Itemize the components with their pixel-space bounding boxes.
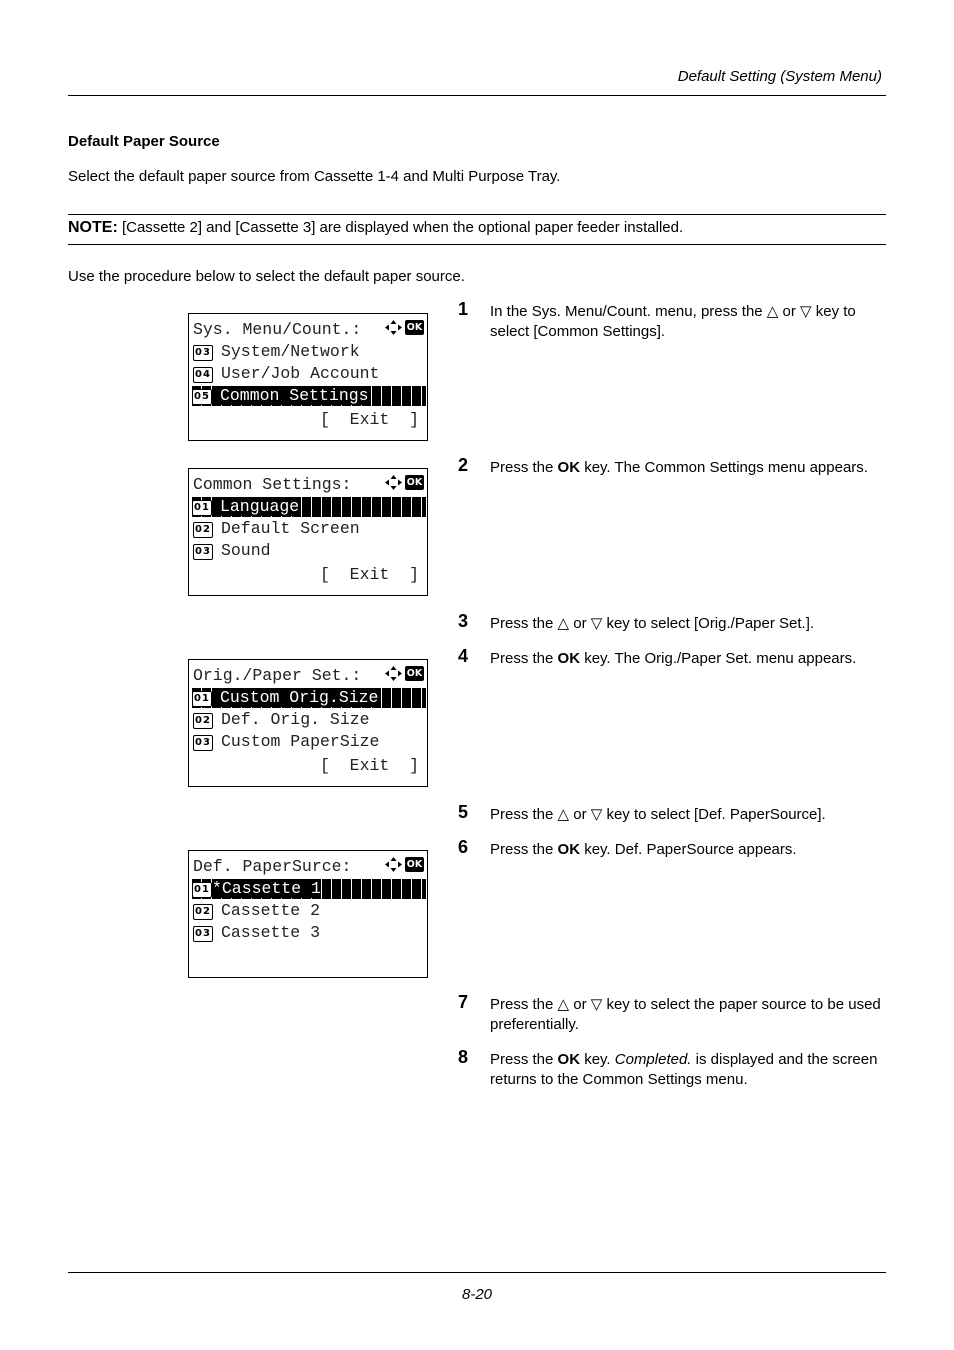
row-number: 03 xyxy=(193,735,213,751)
row-label: *Cassette 1 xyxy=(212,879,321,898)
step-text: Press the △ or ▽ key to select [Orig./Paper Set.]. xyxy=(490,615,815,632)
note-text: [Cassette 2] and [Cassette 3] are displayed when the optional paper feeder installed. xyxy=(117,219,684,236)
step-text: Press the OK key. Completed. is displayed and the screen returns to the Common Settings menu. xyxy=(490,1051,878,1088)
lcd-exit-label: [ Exit ] xyxy=(319,565,419,584)
lcd-menu-row-selected xyxy=(192,879,426,899)
step-number: 2 xyxy=(458,455,469,475)
ok-key-icon: OK xyxy=(406,668,423,679)
step-number: 1 xyxy=(458,299,469,319)
note xyxy=(68,219,683,237)
row-label: User/Job Account xyxy=(221,364,380,383)
row-label: System/Network xyxy=(221,342,360,361)
row-label: Language xyxy=(220,497,300,516)
lcd-exit-label: [ Exit ] xyxy=(319,410,419,429)
row-label: Cassette 3 xyxy=(221,923,321,942)
row-number: 02 xyxy=(193,713,213,729)
step-number: 8 xyxy=(458,1047,469,1067)
row-label: Sound xyxy=(221,541,271,560)
lcd-menu-row xyxy=(193,342,427,362)
step-number: 4 xyxy=(458,646,469,666)
step-text: In the Sys. Menu/Count. menu, press the △ or ▽ key to select [Common Settings]. xyxy=(490,303,856,340)
lcd-menu-row xyxy=(193,364,427,384)
lcd-menu-row xyxy=(193,732,427,752)
row-number: 03 xyxy=(193,926,213,942)
row-number: 05 xyxy=(192,389,212,405)
note-top-rule xyxy=(68,214,886,215)
step-text: Press the OK key. Def. PaperSource appears. xyxy=(490,841,797,858)
step-number: 7 xyxy=(458,992,469,1012)
row-label: Custom PaperSize xyxy=(221,732,380,751)
row-label: Custom Orig.Size xyxy=(220,688,379,707)
lcd-key-icons xyxy=(385,857,424,872)
row-number: 02 xyxy=(193,904,213,920)
four-way-arrow-icon xyxy=(385,857,402,872)
four-way-arrow-icon xyxy=(385,320,402,335)
page-number: 8-20 xyxy=(461,1286,493,1303)
row-number: 01 xyxy=(192,882,212,898)
step-text: Press the △ or ▽ key to select [Def. PaperSource]. xyxy=(490,806,826,823)
ok-key-icon: OK xyxy=(406,859,423,870)
step-text: Press the △ or ▽ key to select the paper source to be used preferentially. xyxy=(490,996,881,1033)
lcd-title: Common Settings: xyxy=(193,475,352,494)
lcd-menu-row-selected xyxy=(192,386,426,406)
lcd-menu-row xyxy=(193,541,427,561)
row-number: 03 xyxy=(193,345,213,361)
lcd-menu-row-selected xyxy=(192,497,426,517)
lcd-title: Def. PaperSurce: xyxy=(193,857,352,876)
intro-text: Select the default paper source from Cassette 1-4 and Multi Purpose Tray. xyxy=(68,168,561,185)
lcd-title: Sys. Menu/Count.: xyxy=(193,320,362,339)
row-label: Cassette 2 xyxy=(221,901,321,920)
note-bottom-rule xyxy=(68,244,886,245)
step-number: 6 xyxy=(458,837,469,857)
ok-key-icon: OK xyxy=(406,322,423,333)
row-label: Default Screen xyxy=(221,519,360,538)
row-number: 04 xyxy=(193,367,213,383)
ok-key-icon: OK xyxy=(406,477,423,488)
procedure-text: Use the procedure below to select the default paper source. xyxy=(68,268,465,285)
lcd-menu-row xyxy=(193,519,427,539)
lcd-menu-row xyxy=(193,901,427,921)
row-number: 03 xyxy=(193,544,213,560)
lcd-key-icons xyxy=(385,475,424,490)
lcd-screen-common-settings xyxy=(188,468,428,596)
row-number: 02 xyxy=(193,522,213,538)
row-label: Common Settings xyxy=(220,386,369,405)
four-way-arrow-icon xyxy=(385,475,402,490)
row-label: Def. Orig. Size xyxy=(221,710,370,729)
row-number: 01 xyxy=(192,691,212,707)
lcd-exit-label: [ Exit ] xyxy=(319,756,419,775)
section-title: Default Paper Source xyxy=(68,133,220,150)
header-rule xyxy=(68,95,886,96)
lcd-key-icons xyxy=(385,666,424,681)
running-header: Default Setting (System Menu) xyxy=(677,68,882,85)
step-number: 3 xyxy=(458,611,469,631)
lcd-screen-orig-paper-set xyxy=(188,659,428,787)
lcd-screen-def-paper-source xyxy=(188,850,428,978)
lcd-menu-row xyxy=(193,710,427,730)
four-way-arrow-icon xyxy=(385,666,402,681)
lcd-screen-sys-menu xyxy=(188,313,428,441)
note-label: NOTE: xyxy=(68,219,118,236)
lcd-key-icons xyxy=(385,320,424,335)
lcd-menu-row-selected xyxy=(192,688,426,708)
footer-rule xyxy=(68,1272,886,1273)
lcd-title: Orig./Paper Set.: xyxy=(193,666,362,685)
step-text: Press the OK key. The Orig./Paper Set. menu appears. xyxy=(490,650,857,667)
row-number: 01 xyxy=(192,500,212,516)
lcd-menu-row xyxy=(193,923,427,943)
step-text: Press the OK key. The Common Settings menu appears. xyxy=(490,459,868,476)
step-number: 5 xyxy=(458,802,469,822)
